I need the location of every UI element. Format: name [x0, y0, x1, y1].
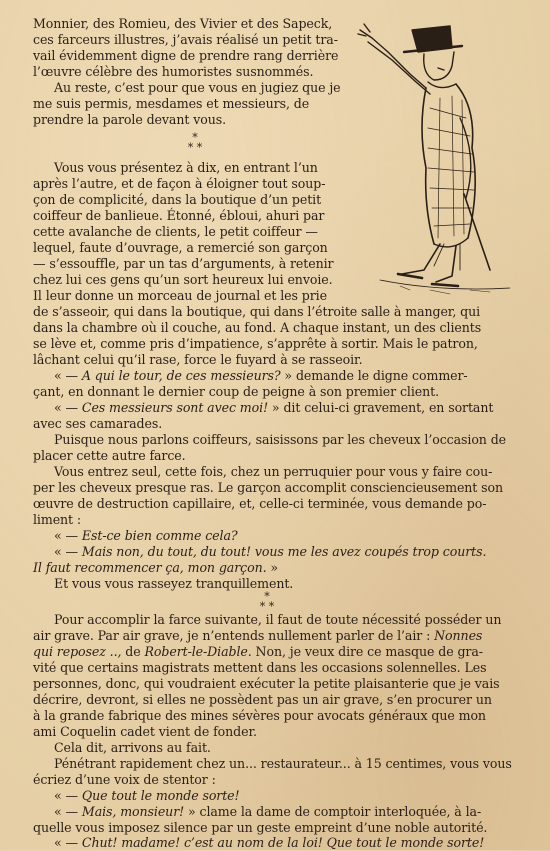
- dialogue-line: « — Ces messieurs sont avec moi! » dit celui-ci gravement, en sortant: [54, 400, 494, 415]
- text-line: écriez d’une voix de stentor :: [33, 772, 216, 787]
- text-line: Et vous vous rasseyez tranquillement.: [54, 576, 294, 591]
- dialogue-line: « — Mais, monsieur! » clame la dame de comptoir interloquée, à la-: [54, 804, 482, 819]
- text-line: prendre la parole devant vous.: [33, 112, 226, 127]
- text-line: ami Coquelin cadet vient de fonder.: [33, 724, 257, 739]
- text-line: à la grande fabrique des mines sévères pour avocats généraux que mon: [33, 708, 486, 723]
- text-line: chez lui ces gens qu’un sort heureux lui envoie.: [33, 272, 333, 287]
- section-separator-stars: * * *: [187, 131, 203, 154]
- text-line: coiffeur de banlieue. Étonné, ébloui, ahuri par: [33, 208, 325, 223]
- text-line: l’œuvre célèbre des humoristes susnommés.: [33, 64, 314, 79]
- text-line: personnes, donc, qui voudraient exécuter la petite plaisanterie que je vais: [33, 676, 500, 691]
- text-line: après l’autre, et de façon à éloigner tout soup-: [33, 176, 326, 191]
- text-line: Vous vous présentez à dix, en entrant l’un: [54, 160, 318, 175]
- section-separator-stars: * * *: [259, 590, 275, 613]
- text-line: — s’essouffle, par un tas d’arguments, à retenir: [33, 256, 334, 271]
- text-line: ces farceurs illustres, j’avais réalisé un petit tra-: [33, 32, 338, 47]
- text-line: liment :: [33, 512, 82, 527]
- dialogue-line: « — Mais non, du tout, du tout! vous me les avez coupés trop courts.: [54, 544, 487, 559]
- dialogue-line: « — Est-ce bien comme cela?: [54, 528, 238, 543]
- text-line: air grave. Par air grave, je n’entends nullement parler de l’air : Nonnes: [33, 628, 483, 643]
- text-line: me suis permis, mesdames et messieurs, de: [33, 96, 310, 111]
- illustration-pointing-man: [340, 8, 540, 298]
- text-line: se lève et, comme pris d’impatience, s’apprête à sortir. Mais le patron,: [33, 336, 478, 351]
- dialogue-line: Il faut recommencer ça, mon garçon. »: [33, 560, 278, 575]
- text-line: quelle vous imposez silence par un geste empreint d’une noble autorité.: [33, 820, 488, 835]
- text-line: avec ses camarades.: [33, 416, 163, 431]
- dialogue-line: « — Que tout le monde sorte!: [54, 788, 240, 803]
- dialogue-line: « — Chut! madame! c’est au nom de la loi! Que tout le monde sorte!: [54, 835, 485, 850]
- text-line: Vous entrez seul, cette fois, chez un perruquier pour vous y faire cou-: [54, 464, 493, 479]
- text-line: Pour accomplir la farce suivante, il faut de toute nécessité posséder un: [54, 612, 502, 627]
- text-line: Puisque nous parlons coiffeurs, saisissons par les cheveux l’occasion de: [54, 432, 507, 447]
- text-line: Cela dit, arrivons au fait.: [54, 740, 211, 755]
- text-line: cette avalanche de clients, le petit coiffeur —: [33, 224, 318, 239]
- text-line: décrire, devront, si elles ne possèdent pas un air grave, s’en procurer un: [33, 692, 492, 707]
- text-line: placer cette autre farce.: [33, 448, 186, 463]
- text-line: qui reposez .., de Robert-le-Diable. Non, je veux dire ce masque de gra-: [33, 644, 483, 659]
- dialogue-line: « — A qui le tour, de ces messieurs? » demande le digne commer-: [54, 368, 468, 383]
- text-line: dans la chambre où il couche, au fond. A chaque instant, un des clients: [33, 320, 482, 335]
- text-line: Pénétrant rapidement chez un... restaurateur... à 15 centimes, vous vous: [54, 756, 512, 771]
- text-line: de s’asseoir, qui dans la boutique, qui dans l’étroite salle à manger, qui: [33, 304, 481, 319]
- text-line: Il leur donne un morceau de journal et les prie: [33, 288, 327, 303]
- text-line: œuvre de destruction capillaire, et, celle-ci terminée, vous demande po-: [33, 496, 487, 511]
- text-line: çant, en donnant le dernier coup de peigne à son premier client.: [33, 384, 439, 399]
- text-line: per les cheveux presque ras. Le garçon accomplit consciencieusement son: [33, 480, 504, 495]
- text-line: vité que certains magistrats mettent dans les occasions solennelles. Les: [33, 660, 487, 675]
- text-line: lâchant celui qu’il rase, force le fuyard à se rasseoir.: [33, 352, 363, 367]
- text-line: vail évidemment digne de prendre rang derrière: [33, 48, 339, 63]
- text-line: lequel, faute d’ouvrage, a remercié son garçon: [33, 240, 328, 255]
- text-line: çon de complicité, dans la boutique d’un petit: [33, 192, 322, 207]
- text-line: Monnier, des Romieu, des Vivier et des Sapeck,: [33, 16, 333, 31]
- text-line: Au reste, c’est pour que vous en jugiez que je: [54, 80, 341, 95]
